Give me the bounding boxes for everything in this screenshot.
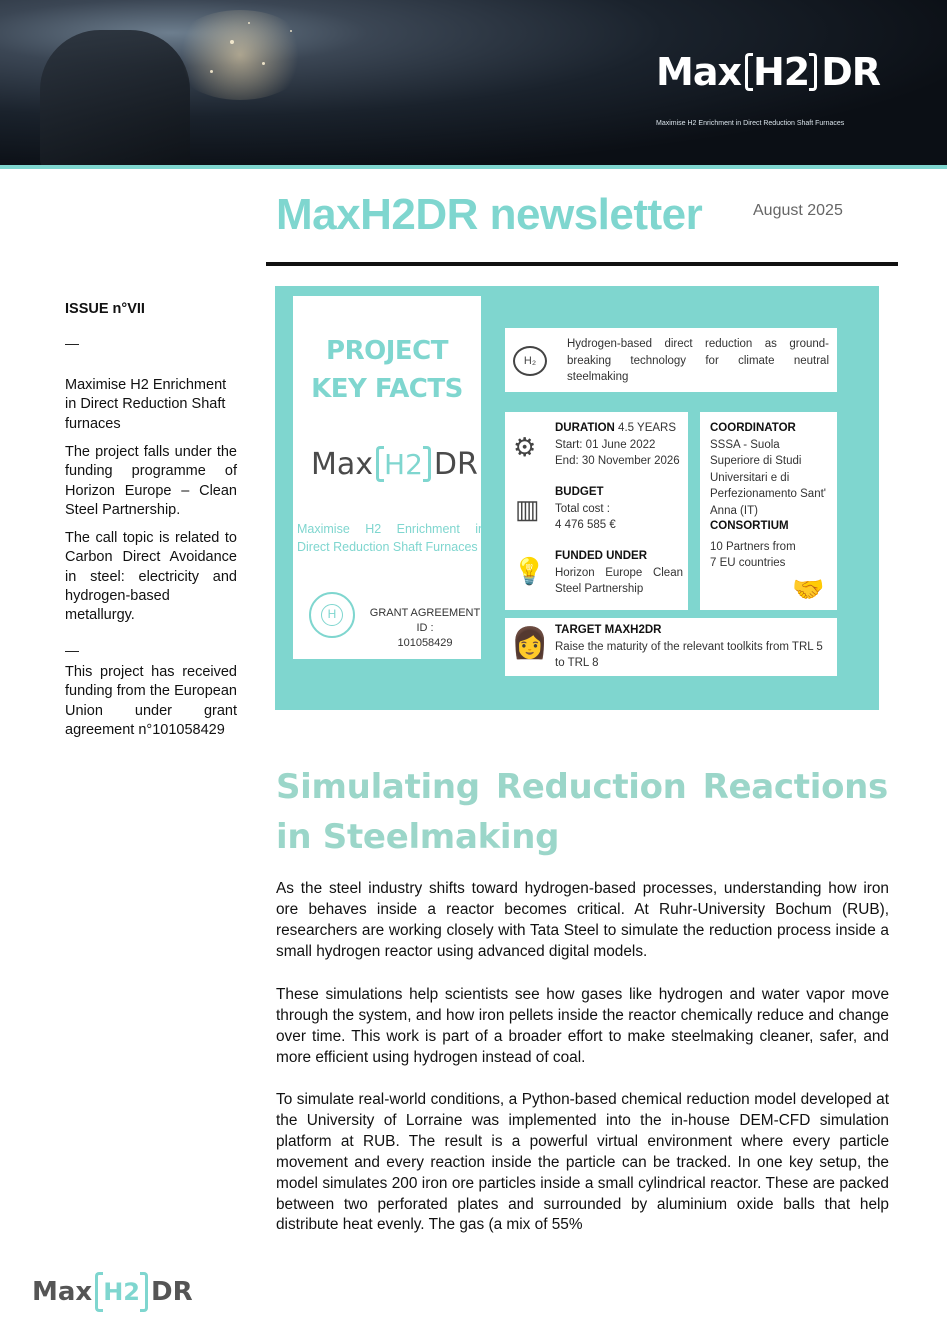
project-subtitle: Maximise H2 Enrichment in Direct Reduction Shaft Furnaces (297, 522, 485, 554)
target-label: TARGET MAXH2DR (555, 624, 662, 636)
hydrogen-icon: H (309, 592, 355, 638)
funding-text: The project falls under the funding programme of Horizon Europe – Clean Steel Partnership. (65, 444, 237, 518)
handshake-icon: 🤝 (792, 574, 825, 604)
spark (230, 40, 234, 44)
intro-card (505, 328, 837, 392)
article-paragraph-2: These simulations help scientists see how gases like hydrogen and water vapor move through the system, and how iron pellets inside the reactor chemically reduce and change over time. This work is part of a broader effort to make steelmaking cleaner, safer, and more efficient using hydrogen instead of coal. (276, 986, 889, 1066)
budget-label: BUDGET (555, 486, 604, 498)
project-details-card (505, 412, 688, 610)
key-facts-heading: PROJECT KEY FACTS (311, 336, 463, 404)
separator: — (65, 335, 79, 351)
spark (210, 70, 213, 73)
budget-line1: Total cost : (555, 502, 610, 515)
target-card (505, 618, 837, 676)
article-paragraph-3: To simulate real-world conditions, a Python-based chemical reduction model developed at the University of Lorraine was implemented into the in-house DEM-CFD simulation platform at RUB. The result is a powerful virtual environment where every particle movement and every reaction inside the particle can be tracked. In one key setup, the model simulates 200 iron ore particles inside a small cylindrical reactor. These are packed between two perforated plates and surrounded by aluminium oxide balls that help distribute heat evenly. The gas (a mix of 55% (276, 1091, 889, 1234)
key-facts-panel (275, 286, 879, 710)
header-logo (656, 50, 881, 130)
newsletter-title: MaxH2DR newsletter (276, 190, 703, 239)
separator: — (65, 642, 79, 658)
key-facts-left-card (293, 296, 485, 659)
duration-label: DURATION (555, 422, 615, 434)
issue-number: ISSUE n°VII (65, 301, 145, 317)
logo-suffix: DR (821, 50, 881, 94)
newsletter-date: August 2025 (753, 202, 843, 219)
partners-card (700, 412, 837, 610)
spark-glow (170, 10, 310, 100)
project-name: Maximise H2 Enrichment in Direct Reduction Shaft furnaces (65, 377, 227, 432)
bar-chart-icon: ▥ (515, 494, 540, 524)
end-date: End: 30 November 2026 (555, 455, 680, 467)
logo-h2: H2 (752, 50, 810, 94)
header-banner-image (0, 0, 947, 165)
logo-prefix: Max (656, 50, 741, 94)
start-date: Start: 01 June 2022 (555, 438, 656, 451)
project-logo: Max H2 DR (311, 446, 478, 482)
consortium-line2: 7 EU countries (710, 557, 786, 569)
consortium-label: CONSORTIUM (710, 520, 789, 532)
gears-icon: ⚙ (513, 432, 537, 462)
h2-molecule-icon: H₂ (513, 346, 547, 376)
grant-agreement: GRANT AGREEMENT ID : 101058429 (369, 607, 481, 649)
duration-value: 4.5 YEARS (618, 422, 677, 434)
footer-logo: Max H2 DR (32, 1272, 193, 1312)
budget-value: 4 476 585 € (555, 519, 616, 531)
intro-text: Hydrogen-based direct reduction as ground-breaking technology for climate neutral steelmaking (567, 338, 829, 383)
spark (290, 30, 292, 32)
banner-divider (0, 165, 947, 169)
article-paragraph-1: As the steel industry shifts toward hydrogen-based processes, understanding how iron ore behaves inside a reactor becomes critical. At Ruhr-University Bochum (RUB), researchers are working closely with Tata Steel to simulate the reduction process inside a small hydrogen reactor using advanced digital models. (276, 880, 889, 960)
funded-label: FUNDED UNDER (555, 550, 647, 562)
article-heading: Simulating Reduction Reactions in Steelmaking (276, 767, 888, 857)
spark (262, 62, 265, 65)
spark (248, 22, 250, 24)
lightbulb-icon: 💡 (513, 556, 546, 586)
call-topic-text: The call topic is related to Carbon Direct Avoidance in steel: electricity and hydrogen-based metallurgy. (65, 530, 237, 624)
consortium-line1: 10 Partners from (710, 540, 796, 553)
funded-value: Horizon Europe Clean Steel Partnership (555, 566, 683, 595)
title-rule (266, 262, 898, 266)
grant-text: This project has received funding from the European Union under grant agreement n°101058429 (65, 664, 237, 738)
coordinator-label: COORDINATOR (710, 422, 796, 434)
key-facts-right (489, 286, 879, 710)
target-value: Raise the maturity of the relevant toolkits from TRL 5 to TRL 8 (555, 640, 823, 669)
presenter-icon: 👩 (511, 627, 549, 660)
coordinator-value: SSSA - Suola Superiore di Studi Universitari e di Perfezionamento Sant' Anna (IT) (710, 438, 826, 517)
welder-silhouette (40, 30, 190, 165)
logo-tagline: Maximise H2 Enrichment in Direct Reduction Shaft Furnaces (656, 120, 845, 127)
